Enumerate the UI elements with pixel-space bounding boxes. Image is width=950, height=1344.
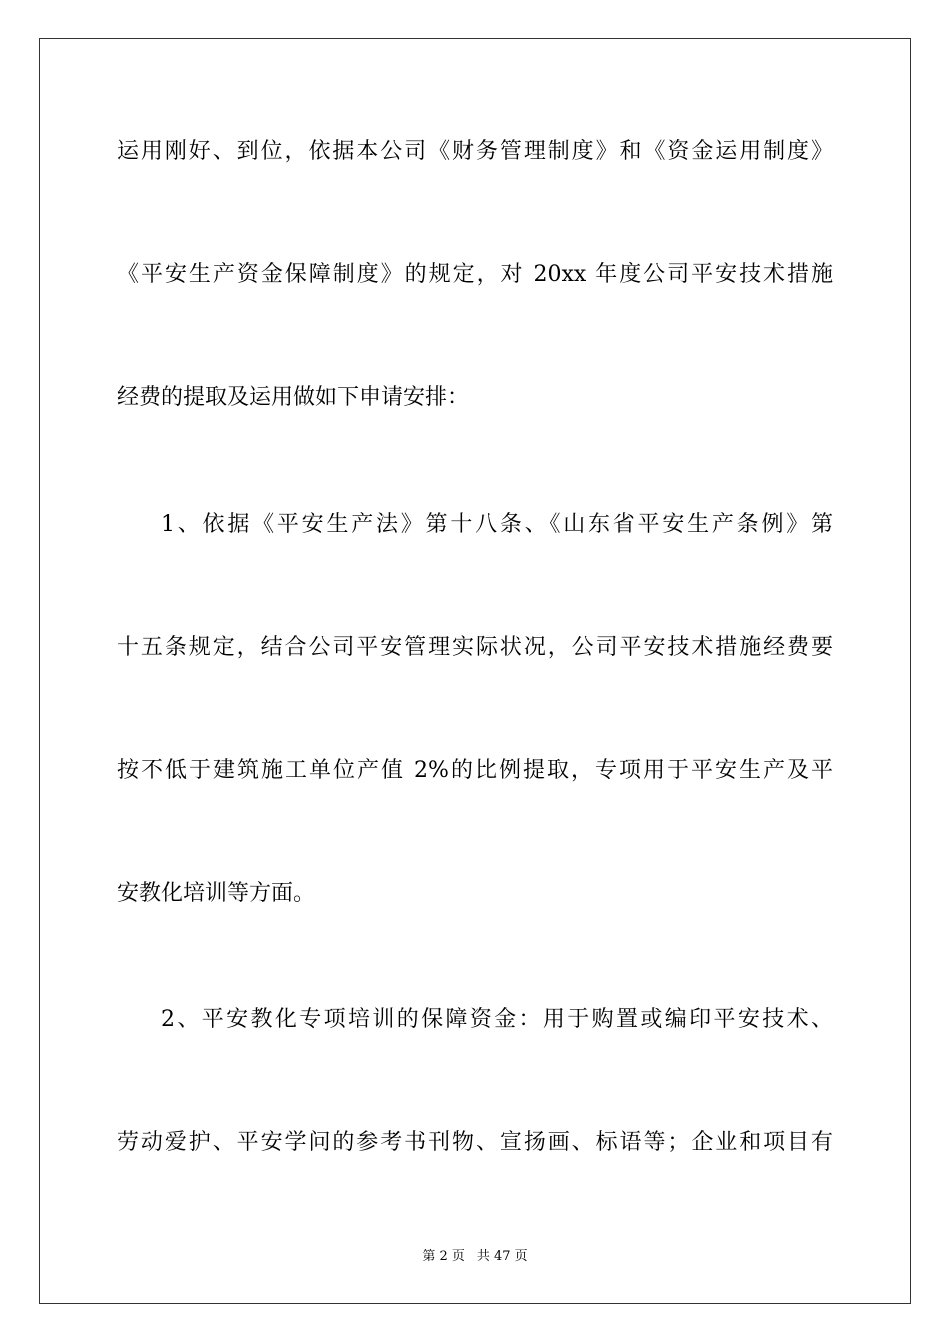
- body-line-8: 2、平安教化专项培训的保障资金：用于购置或编印平安技术、: [161, 1007, 833, 1032]
- page-border: [39, 38, 911, 1304]
- page-footer: [0, 1248, 950, 1266]
- body-line-3: 经费的提取及运用做如下申请安排：: [117, 385, 470, 410]
- body-line-5: 十五条规定，结合公司平安管理实际状况，公司平安技术措施经费要: [117, 635, 833, 660]
- body-line-6: 按不低于建筑施工单位产值 2%的比例提取，专项用于平安生产及平: [117, 758, 833, 783]
- body-line-9: 劳动爱护、平安学问的参考书刊物、宣扬画、标语等；企业和项目有: [117, 1130, 833, 1155]
- body-line-2: 《平安生产资金保障制度》的规定，对 20xx 年度公司平安技术措施: [117, 262, 833, 287]
- page-number: 第 2 页: [422, 1249, 465, 1264]
- body-line-4: 1、依据《平安生产法》第十八条、《山东省平安生产条例》第: [161, 512, 833, 537]
- page-total: 共 47 页: [476, 1249, 528, 1264]
- body-line-1: 运用刚好、到位，依据本公司《财务管理制度》和《资金运用制度》: [117, 139, 833, 164]
- body-line-7: 安教化培训等方面。: [117, 881, 316, 906]
